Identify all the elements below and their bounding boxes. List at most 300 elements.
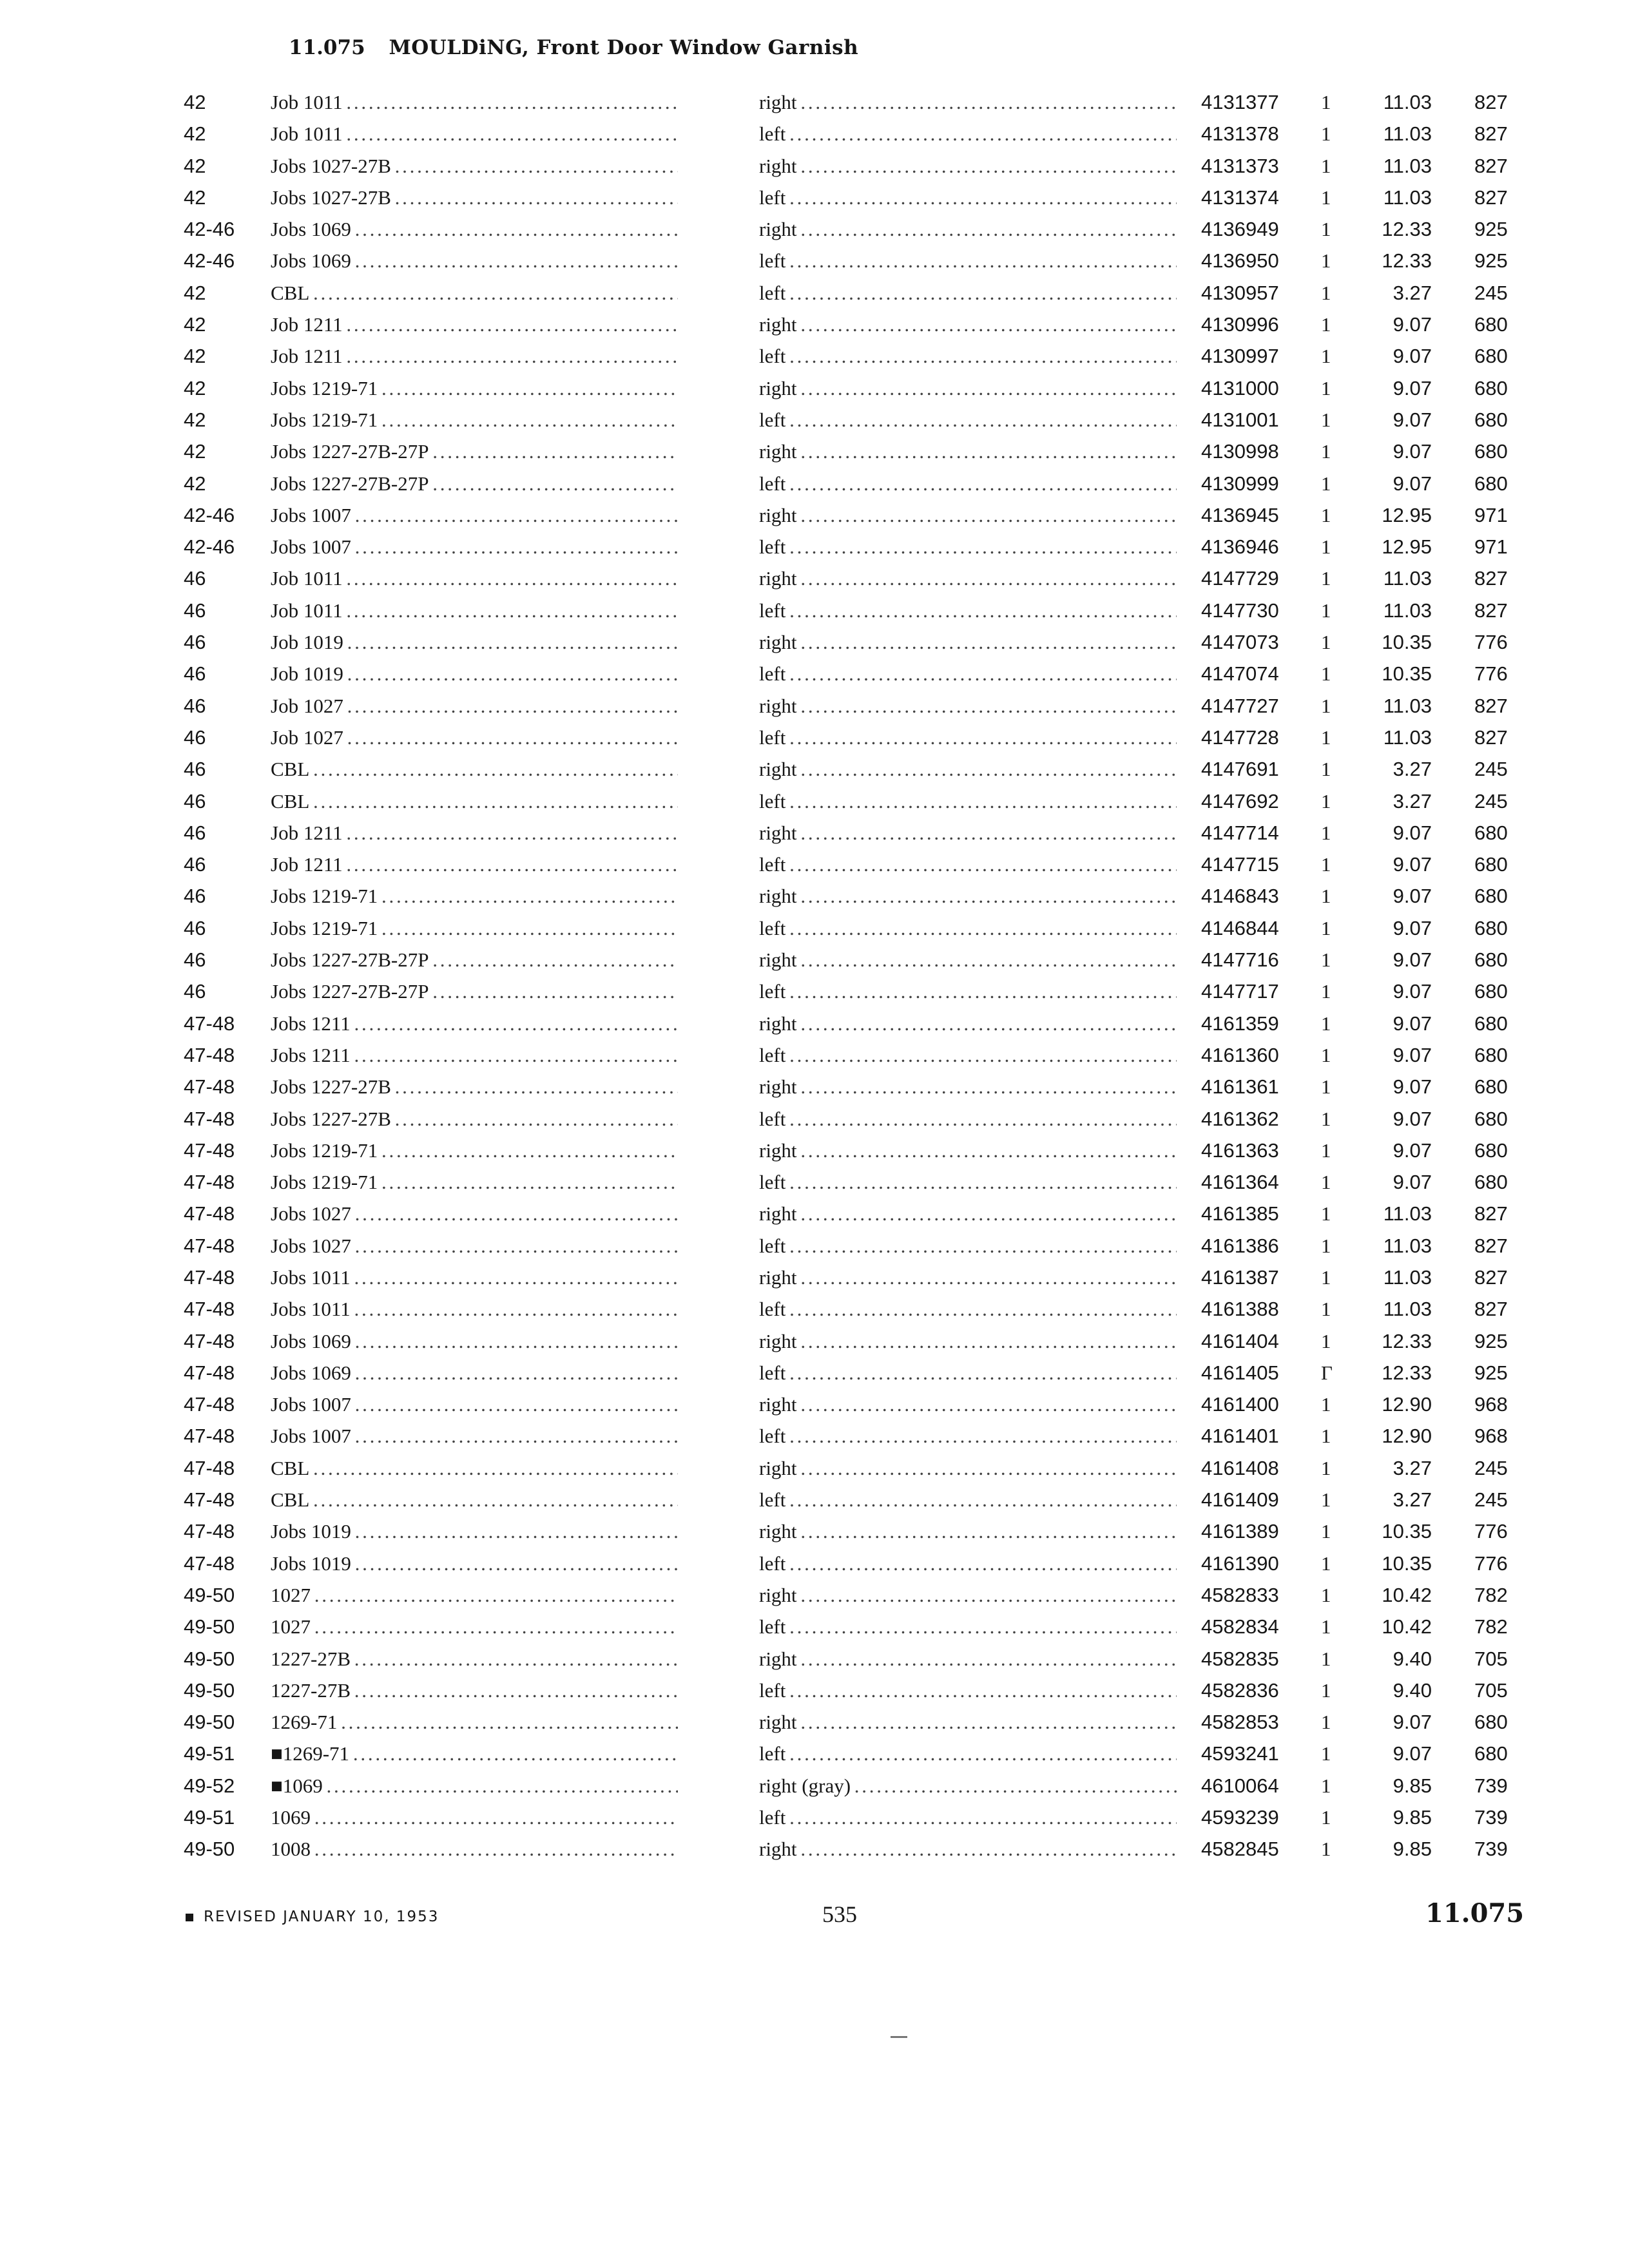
part-number: 4161359 (1201, 1012, 1279, 1035)
job-description: CBL . . . (271, 1457, 678, 1480)
section-number: 11.075 (289, 36, 365, 59)
part-number: 4161387 (1201, 1265, 1279, 1289)
side: left . . . (759, 599, 1177, 622)
price-code: 782 (1474, 1615, 1508, 1639)
price-code: 680 (1474, 885, 1508, 908)
table-row (0, 1645, 1629, 1677)
part-number: 4161408 (1201, 1456, 1279, 1479)
year-range: 46 (184, 662, 206, 686)
year-range: 49-50 (184, 1838, 235, 1861)
job-description: Jobs 1227-27B . . . (271, 1108, 678, 1131)
quantity: 1 (1321, 1234, 1331, 1257)
job-description: Jobs 1219-71 . . . (271, 917, 678, 940)
side: right . . . (759, 1139, 1177, 1162)
list-price: 11.03 (1383, 1298, 1432, 1321)
quantity: 1 (1321, 1043, 1331, 1066)
table-row (0, 215, 1629, 247)
year-range: 42-46 (184, 535, 235, 559)
job-description: Jobs 1227-27B-27P . . . (271, 472, 678, 495)
revision-mark-icon (186, 1914, 193, 1921)
list-price: 11.03 (1383, 1202, 1432, 1225)
job-description: CBL . . . (271, 282, 678, 305)
job-description: Job 1211 . . . (271, 345, 678, 368)
price-code: 680 (1474, 1711, 1508, 1734)
year-range: 46 (184, 980, 206, 1003)
part-number: 4161389 (1201, 1520, 1279, 1543)
quantity: 1 (1321, 662, 1331, 686)
job-description: 1269-71 . . . (271, 1711, 678, 1734)
part-number: 4161360 (1201, 1043, 1279, 1066)
quantity: 1 (1321, 1806, 1331, 1829)
year-range: 42 (184, 281, 206, 304)
side: right . . . (759, 313, 1177, 336)
quantity: 1 (1321, 1456, 1331, 1479)
list-price: 9.07 (1393, 1139, 1432, 1162)
price-code: 827 (1474, 1202, 1508, 1225)
quantity: 1 (1321, 567, 1331, 590)
quantity: 1 (1321, 345, 1331, 368)
year-range: 49-51 (184, 1806, 235, 1829)
list-price: 3.27 (1393, 789, 1432, 812)
side: left . . . (759, 917, 1177, 940)
job-description: Jobs 1027 . . . (271, 1202, 678, 1225)
side: right . . . (759, 948, 1177, 972)
year-range: 47-48 (184, 1552, 235, 1575)
part-number: 4582853 (1201, 1711, 1279, 1734)
job-description: Jobs 1069 . . . (271, 1330, 678, 1353)
list-price: 9.85 (1393, 1806, 1432, 1829)
year-range: 42 (184, 345, 206, 368)
side: left . . . (759, 1615, 1177, 1639)
side: left . . . (759, 1235, 1177, 1258)
job-description: Jobs 1027-27B . . . (271, 155, 678, 178)
list-price: 9.07 (1393, 821, 1432, 844)
list-price: 9.07 (1393, 376, 1432, 399)
part-number: 4161362 (1201, 1107, 1279, 1130)
side: right . . . (759, 1457, 1177, 1480)
quantity: 1 (1321, 1742, 1331, 1765)
parts-table (0, 88, 1629, 1867)
year-range: 49-50 (184, 1615, 235, 1639)
year-range: 46 (184, 599, 206, 622)
list-price: 11.03 (1383, 154, 1432, 177)
list-price: 11.03 (1383, 599, 1432, 622)
price-code: 739 (1474, 1806, 1508, 1829)
list-price: 11.03 (1383, 186, 1432, 209)
part-number: 4593239 (1201, 1806, 1279, 1829)
table-row (0, 946, 1629, 977)
quantity: 1 (1321, 1520, 1331, 1543)
quantity: 1 (1321, 1202, 1331, 1225)
year-range: 46 (184, 631, 206, 654)
quantity: 1 (1321, 281, 1331, 304)
job-description: Jobs 1227-27B-27P . . . (271, 980, 678, 1003)
job-description: Jobs 1019 . . . (271, 1552, 678, 1575)
part-number: 4161401 (1201, 1425, 1279, 1448)
table-row (0, 533, 1629, 564)
list-price: 9.07 (1393, 885, 1432, 908)
quantity: 1 (1321, 535, 1331, 559)
side: right . . . (759, 567, 1177, 590)
year-range: 49-50 (184, 1678, 235, 1702)
side: right . . . (759, 1838, 1177, 1861)
job-description: Jobs 1011 . . . (271, 1298, 678, 1321)
part-number: 4147716 (1201, 948, 1279, 972)
list-price: 9.07 (1393, 948, 1432, 972)
job-description: Job 1019 . . . (271, 662, 678, 686)
price-code: 680 (1474, 440, 1508, 463)
job-description: Job 1019 . . . (271, 631, 678, 654)
quantity: 1 (1321, 980, 1331, 1003)
year-range: 46 (184, 726, 206, 749)
list-price: 9.07 (1393, 980, 1432, 1003)
part-number: 4161363 (1201, 1139, 1279, 1162)
price-code: 925 (1474, 249, 1508, 273)
list-price: 9.07 (1393, 1742, 1432, 1765)
quantity: 1 (1321, 885, 1331, 908)
job-description: Jobs 1069 . . . (271, 249, 678, 273)
year-range: 42-46 (184, 218, 235, 241)
table-row (0, 1390, 1629, 1422)
year-range: 46 (184, 821, 206, 844)
side: right . . . (759, 1075, 1177, 1099)
list-price: 9.07 (1393, 1012, 1432, 1035)
price-code: 827 (1474, 726, 1508, 749)
side: left . . . (759, 1108, 1177, 1131)
job-description: Job 1011 . . . (271, 599, 678, 622)
price-code: 925 (1474, 1329, 1508, 1352)
price-code: 680 (1474, 1742, 1508, 1765)
price-code: 925 (1474, 1361, 1508, 1384)
table-row (0, 1772, 1629, 1803)
part-number: 4161404 (1201, 1329, 1279, 1352)
part-number: 4130999 (1201, 472, 1279, 495)
quantity: 1 (1321, 1838, 1331, 1861)
job-description: Job 1211 . . . (271, 853, 678, 876)
quantity: 1 (1321, 726, 1331, 749)
side: left . . . (759, 1425, 1177, 1448)
year-range: 46 (184, 694, 206, 717)
part-number: 4131373 (1201, 154, 1279, 177)
table-row (0, 1105, 1629, 1137)
list-price: 12.33 (1382, 1361, 1432, 1384)
price-code: 827 (1474, 154, 1508, 177)
table-row (0, 1041, 1629, 1073)
part-number: 4130996 (1201, 313, 1279, 336)
list-price: 9.07 (1393, 472, 1432, 495)
list-price: 12.95 (1382, 503, 1432, 526)
table-row (0, 1581, 1629, 1613)
quantity: 1 (1321, 1265, 1331, 1289)
quantity: 1 (1321, 599, 1331, 622)
part-number: 4146844 (1201, 916, 1279, 939)
side: left . . . (759, 1298, 1177, 1321)
year-range: 46 (184, 885, 206, 908)
job-description: Jobs 1227-27B-27P . . . (271, 440, 678, 463)
list-price: 11.03 (1383, 122, 1432, 146)
list-price: 9.07 (1393, 345, 1432, 368)
price-code: 680 (1474, 345, 1508, 368)
part-number: 4130997 (1201, 345, 1279, 368)
job-description: Jobs 1227-27B-27P . . . (271, 948, 678, 972)
year-range: 46 (184, 567, 206, 590)
year-range: 47-48 (184, 1265, 235, 1289)
table-row (0, 660, 1629, 691)
list-price: 12.90 (1382, 1393, 1432, 1416)
quantity: 1 (1321, 1711, 1331, 1734)
quantity: 1 (1321, 1139, 1331, 1162)
side: left . . . (759, 282, 1177, 305)
job-description: CBL . . . (271, 1488, 678, 1512)
job-description: Jobs 1219-71 . . . (271, 1171, 678, 1194)
year-range: 46 (184, 916, 206, 939)
quantity: 1 (1321, 472, 1331, 495)
price-code: 827 (1474, 1234, 1508, 1257)
part-number: 4161386 (1201, 1234, 1279, 1257)
job-description: ■1069 . . . (271, 1774, 678, 1798)
footer-section-number: 11.075 (1425, 1898, 1525, 1928)
side: right . . . (759, 377, 1177, 400)
price-code: 827 (1474, 186, 1508, 209)
price-code: 968 (1474, 1425, 1508, 1448)
part-number: 4146843 (1201, 885, 1279, 908)
side: left . . . (759, 1552, 1177, 1575)
part-number: 4131374 (1201, 186, 1279, 209)
price-code: 245 (1474, 758, 1508, 781)
table-row (0, 1422, 1629, 1454)
table-row (0, 1708, 1629, 1740)
table-row (0, 1137, 1629, 1168)
part-number: 4161361 (1201, 1075, 1279, 1099)
page-header (289, 36, 858, 59)
table-row (0, 1295, 1629, 1327)
year-range: 42 (184, 186, 206, 209)
price-code: 705 (1474, 1647, 1508, 1670)
side: right . . . (759, 631, 1177, 654)
side: left . . . (759, 1044, 1177, 1067)
list-price: 12.33 (1382, 1329, 1432, 1352)
quantity: 1 (1321, 789, 1331, 812)
table-row (0, 1073, 1629, 1104)
quantity: 1 (1321, 758, 1331, 781)
table-row (0, 597, 1629, 628)
list-price: 12.95 (1382, 535, 1432, 559)
price-code: 827 (1474, 1298, 1508, 1321)
table-row (0, 755, 1629, 787)
side: right . . . (759, 440, 1177, 463)
part-number: 4161390 (1201, 1552, 1279, 1575)
part-number: 4136949 (1201, 218, 1279, 241)
job-description: Job 1211 . . . (271, 822, 678, 845)
table-row (0, 977, 1629, 1009)
year-range: 47-48 (184, 1488, 235, 1512)
job-description: Jobs 1007 . . . (271, 1393, 678, 1416)
list-price: 9.07 (1393, 1107, 1432, 1130)
quantity: 1 (1321, 91, 1331, 113)
job-description: 1227-27B . . . (271, 1679, 678, 1702)
list-price: 10.42 (1382, 1583, 1432, 1606)
list-price: 9.07 (1393, 916, 1432, 939)
list-price: 9.07 (1393, 313, 1432, 336)
table-row (0, 1200, 1629, 1231)
list-price: 10.35 (1382, 1552, 1432, 1575)
side: left . . . (759, 408, 1177, 432)
side: right . . . (759, 218, 1177, 241)
side: left . . . (759, 1171, 1177, 1194)
job-description: Job 1027 . . . (271, 726, 678, 749)
part-number: 4131000 (1201, 376, 1279, 399)
side: right (gray) . . . (759, 1774, 1177, 1798)
table-row (0, 406, 1629, 437)
side: left . . . (759, 1361, 1177, 1385)
year-range: 46 (184, 853, 206, 876)
quantity: 1 (1321, 1107, 1331, 1130)
year-range: 49-51 (184, 1742, 235, 1765)
year-range: 42 (184, 376, 206, 399)
quantity: 1 (1321, 821, 1331, 844)
side: left . . . (759, 472, 1177, 495)
year-range: 47-48 (184, 1361, 235, 1384)
year-range: 42 (184, 154, 206, 177)
job-description: Jobs 1019 . . . (271, 1520, 678, 1543)
page-mark (891, 2036, 907, 2038)
price-code: 827 (1474, 599, 1508, 622)
quantity: 1 (1321, 1615, 1331, 1639)
side: left . . . (759, 1806, 1177, 1829)
price-code: 680 (1474, 1139, 1508, 1162)
side: right . . . (759, 822, 1177, 845)
year-range: 49-50 (184, 1647, 235, 1670)
job-description: Jobs 1011 . . . (271, 1266, 678, 1289)
job-description: Job 1027 . . . (271, 695, 678, 718)
table-row (0, 787, 1629, 819)
price-code: 680 (1474, 313, 1508, 336)
year-range: 42 (184, 91, 206, 113)
list-price: 9.07 (1393, 440, 1432, 463)
price-code: 680 (1474, 1043, 1508, 1066)
quantity: 1 (1321, 122, 1331, 146)
side: right . . . (759, 155, 1177, 178)
job-description: 1008 . . . (271, 1838, 678, 1861)
quantity: 1 (1321, 186, 1331, 209)
side: right . . . (759, 1266, 1177, 1289)
price-code: 782 (1474, 1583, 1508, 1606)
part-number: 4582836 (1201, 1678, 1279, 1702)
side: left . . . (759, 853, 1177, 876)
quantity: 1 (1321, 853, 1331, 876)
job-description: CBL . . . (271, 790, 678, 813)
table-row (0, 564, 1629, 596)
job-description: Jobs 1227-27B . . . (271, 1075, 678, 1099)
part-number: 4161388 (1201, 1298, 1279, 1321)
table-row (0, 692, 1629, 724)
job-description: Jobs 1219-71 . . . (271, 408, 678, 432)
list-price: 9.07 (1393, 1711, 1432, 1734)
year-range: 47-48 (184, 1012, 235, 1035)
job-description: Jobs 1219-71 . . . (271, 885, 678, 908)
table-row (0, 184, 1629, 215)
price-code: 776 (1474, 662, 1508, 686)
job-description: 1227-27B . . . (271, 1648, 678, 1671)
year-range: 42-46 (184, 249, 235, 273)
price-code: 680 (1474, 376, 1508, 399)
table-row (0, 1359, 1629, 1390)
side: right . . . (759, 1648, 1177, 1671)
table-row (0, 247, 1629, 278)
price-code: 680 (1474, 1075, 1508, 1099)
list-price: 10.42 (1382, 1615, 1432, 1639)
list-price: 10.35 (1382, 1520, 1432, 1543)
list-price: 11.03 (1383, 694, 1432, 717)
quantity: 1 (1321, 1678, 1331, 1702)
list-price: 11.03 (1383, 567, 1432, 590)
list-price: 9.40 (1393, 1647, 1432, 1670)
table-row (0, 279, 1629, 311)
price-code: 776 (1474, 631, 1508, 654)
part-number: 4582835 (1201, 1647, 1279, 1670)
quantity: 1 (1321, 1171, 1331, 1194)
part-number: 4161409 (1201, 1488, 1279, 1512)
part-number: 4161364 (1201, 1171, 1279, 1194)
job-description: 1027 . . . (271, 1615, 678, 1639)
job-description: Jobs 1027-27B . . . (271, 186, 678, 209)
side: left . . . (759, 726, 1177, 749)
list-price: 9.85 (1393, 1774, 1432, 1797)
quantity: 1 (1321, 313, 1331, 336)
year-range: 42 (184, 440, 206, 463)
price-code: 245 (1474, 1488, 1508, 1512)
job-description: Jobs 1211 . . . (271, 1012, 678, 1035)
side: right . . . (759, 885, 1177, 908)
year-range: 47-48 (184, 1043, 235, 1066)
list-price: 3.27 (1393, 758, 1432, 781)
quantity: 1 (1321, 1425, 1331, 1448)
part-number: 4136950 (1201, 249, 1279, 273)
part-number: 4147073 (1201, 631, 1279, 654)
price-code: 680 (1474, 408, 1508, 431)
table-row (0, 120, 1629, 151)
year-range: 47-48 (184, 1139, 235, 1162)
year-range: 49-50 (184, 1711, 235, 1734)
price-code: 680 (1474, 948, 1508, 972)
job-description: Job 1011 . . . (271, 567, 678, 590)
year-range: 47-48 (184, 1075, 235, 1099)
price-code: 971 (1474, 503, 1508, 526)
list-price: 10.35 (1382, 631, 1432, 654)
part-number: 4136945 (1201, 503, 1279, 526)
year-range: 47-48 (184, 1393, 235, 1416)
job-description: Jobs 1007 . . . (271, 1425, 678, 1448)
table-row (0, 1550, 1629, 1581)
table-row (0, 374, 1629, 406)
part-number: 4582834 (1201, 1615, 1279, 1639)
part-number: 4161400 (1201, 1393, 1279, 1416)
list-price: 10.35 (1382, 662, 1432, 686)
part-number: 4147730 (1201, 599, 1279, 622)
table-row (0, 1835, 1629, 1867)
part-number: 4161405 (1201, 1361, 1279, 1384)
table-row (0, 1486, 1629, 1517)
side: left . . . (759, 790, 1177, 813)
table-row (0, 88, 1629, 120)
side: left . . . (759, 662, 1177, 686)
table-row (0, 1677, 1629, 1708)
list-price: 9.07 (1393, 1075, 1432, 1099)
quantity: 1 (1321, 948, 1331, 972)
year-range: 47-48 (184, 1171, 235, 1194)
table-row (0, 819, 1629, 850)
year-range: 47-48 (184, 1234, 235, 1257)
